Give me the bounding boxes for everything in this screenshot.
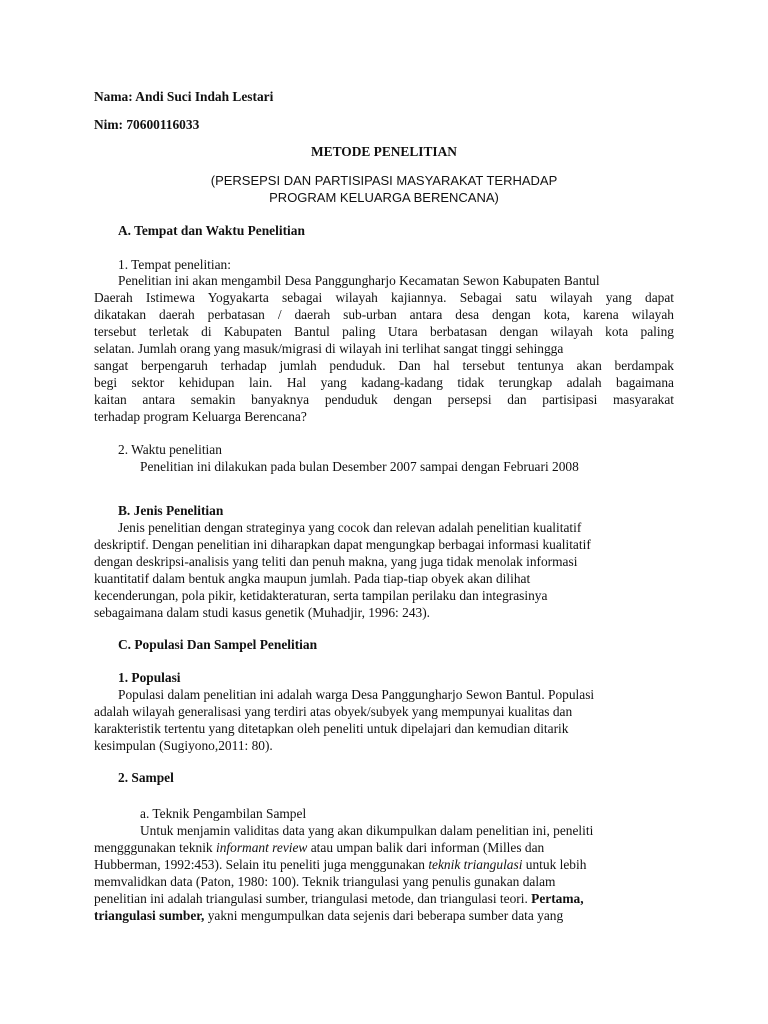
text-run: yakni mengumpulkan data sejenis dari beberapa sumber data yang: [204, 908, 564, 923]
paragraph-line: Jenis penelitian dengan strateginya yang cocok dan relevan adalah penelitian kualitatif: [118, 520, 582, 535]
paragraph-line: dengan deskripsi-analisis yang teliti dan penuh makna, yang juga tidak menolak informasi: [94, 554, 578, 569]
italic-term: teknik triangulasi: [428, 857, 523, 872]
paragraph-line: [94, 907, 563, 924]
document-subtitle-line1: (PERSEPSI DAN PARTISIPASI MASYARAKAT TERHADAP: [210, 173, 558, 188]
sampel-heading: 2. Sampel: [118, 770, 174, 785]
section-c-heading: C. Populasi Dan Sampel Penelitian: [118, 637, 318, 652]
italic-term: informant review: [215, 840, 308, 855]
text-run: atau umpan balik dari informan (Milles dan: [307, 840, 545, 855]
paragraph-line: selatan. Jumlah orang yang masuk/migrasi di wilayah ini terlihat sangat tinggi sehingga: [94, 341, 564, 356]
text-run: penelitian ini adalah triangulasi sumber, triangulasi metode, dan triangulasi teori.: [94, 891, 532, 906]
paragraph-line: adalah wilayah generalisasi yang terdiri atas obyek/subyek yang mempunyai kualitas dan: [94, 704, 573, 719]
paragraph-line: kaitan antara semakin banyaknya penduduk dengan persepsi dan partisipasi masyarakat: [94, 392, 674, 407]
paragraph-line: kesimpulan (Sugiyono,2011: 80).: [94, 738, 273, 753]
document-subtitle-line2: PROGRAM KELUARGA BERENCANA): [269, 190, 499, 205]
sampel-subheading: a. Teknik Pengambilan Sampel: [140, 806, 307, 821]
author-nim: Nim: 70600116033: [94, 117, 200, 132]
paragraph-line: [94, 856, 586, 873]
paragraph-line: begi sektor kehidupan lain. Hal yang kadang-kadang tidak terungkap adalah bagaimana: [94, 375, 674, 390]
paragraph-line: sebagaimana dalam studi kasus genetik (Muhadjir, 1996: 243).: [94, 605, 431, 620]
paragraph-line: Daerah Istimewa Yogyakarta sebagai wilayah kajiannya. Sebagai satu wilayah yang dapat: [94, 290, 674, 305]
bold-term: Pertama,: [531, 891, 584, 906]
document-title: METODE PENELITIAN: [311, 144, 457, 159]
section-a-heading: A. Tempat dan Waktu Penelitian: [118, 223, 305, 238]
paragraph-line: dikatakan daerah perbatasan / daerah sub-urban antara desa dengan kota, karena wilayah: [94, 307, 674, 322]
text-run: mengggunakan teknik: [94, 840, 216, 855]
paragraph-line: kuantitatif dalam bentuk angka maupun jumlah. Pada tiap-tiap obyek akan dilihat: [94, 571, 531, 586]
section-b-heading: B. Jenis Penelitian: [118, 503, 224, 518]
paragraph-line: [94, 839, 544, 856]
bold-term: triangulasi sumber,: [94, 908, 205, 923]
paragraph-line: deskriptif. Dengan penelitian ini diharapkan dapat mengungkap berbagai informasi kualitatif: [94, 537, 591, 552]
paragraph-line: [94, 890, 584, 907]
text-run: untuk lebih: [522, 857, 587, 872]
section-a-item1-heading: 1. Tempat penelitian:: [118, 257, 231, 272]
paragraph-line: sangat berpengaruh terhadap jumlah penduduk. Dan hal tersebut tentunya akan berdampak: [94, 358, 674, 373]
paragraph-line: tersebut terletak di Kabupaten Bantul paling Utara berbatasan dengan wilayah kota paling: [94, 324, 674, 339]
paragraph-line: memvalidkan data (Paton, 1980: 100). Teknik triangulasi yang penulis gunakan dalam: [94, 874, 556, 889]
paragraph-line: karakteristik tertentu yang ditetapkan oleh peneliti untuk dipelajari dan kemudian ditarik: [94, 721, 569, 736]
paragraph-line: Untuk menjamin validitas data yang akan dikumpulkan dalam penelitian ini, peneliti: [140, 823, 594, 838]
paragraph-line: kecenderungan, pola pikir, ketidakteraturan, serta tampilan perilaku dan integrasinya: [94, 588, 548, 603]
paragraph-line: Penelitian ini dilakukan pada bulan Desember 2007 sampai dengan Februari 2008: [140, 459, 579, 474]
paragraph-line: terhadap program Keluarga Berencana?: [94, 409, 307, 424]
populasi-heading: 1. Populasi: [118, 670, 181, 685]
text-run: Hubberman, 1992:453). Selain itu peneliti juga menggunakan: [94, 857, 429, 872]
paragraph-line: Populasi dalam penelitian ini adalah warga Desa Panggungharjo Sewon Bantul. Populasi: [118, 687, 595, 702]
section-a-item2-heading: 2. Waktu penelitian: [118, 442, 222, 457]
paragraph-line: Penelitian ini akan mengambil Desa Panggungharjo Kecamatan Sewon Kabupaten Bantul: [118, 273, 600, 288]
author-name: Nama: Andi Suci Indah Lestari: [94, 89, 274, 104]
